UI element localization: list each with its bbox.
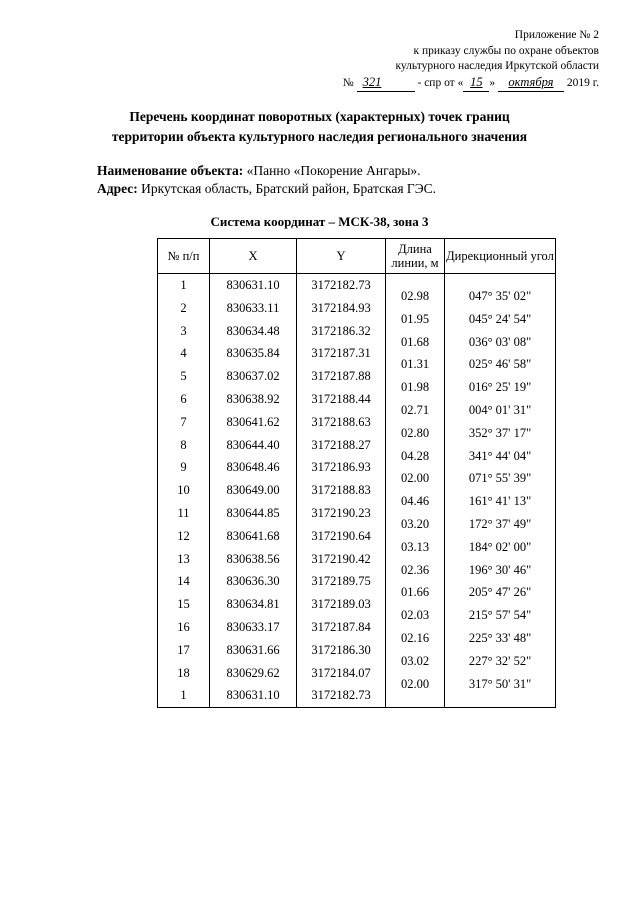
point-number-column [158,456,210,479]
direction-angle-cell: 025° 46' 58" [468,357,532,372]
y-coordinate-cell: 3172190.42 [311,551,371,566]
point-number-column [158,570,210,593]
y-coordinate-column [297,502,386,525]
x-coordinate-cell: 830637.02 [226,369,280,384]
order-reference-line: к приказу службы по охране объектов [413,44,599,57]
y-coordinate-cell: 3172182.73 [311,688,371,703]
line-length-cell [386,695,444,718]
x-coordinate-cell: 830641.62 [226,414,280,429]
x-coordinate-cell: 830633.17 [226,619,280,634]
header-direction-angle: Дирекционный угол [445,239,556,274]
point-number-cell: 10 [177,483,190,498]
line-length-cell: 01.98 [400,380,430,395]
x-coordinate-column [210,570,297,593]
line-length-cell: 02.36 [400,562,430,577]
authority-line: культурного наследия Иркутской области [395,60,599,72]
order-number-prefix: № [342,76,354,89]
table-caption: Система координат – МСК-38, зона 3 [210,214,429,229]
x-coordinate-column [210,411,297,434]
object-address-value: Иркутская область, Братский район, Братская ГЭС. [141,181,437,196]
table-row [158,274,556,297]
y-coordinate-cell: 3172186.93 [311,460,371,475]
point-number-cell: 15 [177,597,190,612]
y-coordinate-cell: 3172189.75 [311,574,371,589]
y-coordinate-column [297,639,386,662]
y-coordinate-cell: 3172186.30 [311,642,371,657]
y-coordinate-column [297,593,386,616]
order-number-field [357,75,415,93]
point-number-column [158,502,210,525]
line-length-cell: 02.98 [400,289,430,303]
point-number-cell: 18 [177,665,190,680]
x-coordinate-cell: 830635.84 [226,346,280,361]
y-coordinate-column [297,434,386,457]
point-number-cell: 11 [177,505,190,520]
line-length-cell: 01.68 [400,334,430,349]
point-number-cell: 16 [177,619,190,634]
x-coordinate-column [210,502,297,525]
x-coordinate-cell: 830631.10 [226,278,280,292]
y-coordinate-column [297,342,386,365]
line-length-cell: 02.71 [400,402,430,417]
point-number-column [158,593,210,616]
x-coordinate-cell: 830629.62 [226,665,280,680]
header-point-number: № п/п [158,239,210,274]
y-coordinate-cell: 3172182.73 [311,278,371,292]
x-coordinate-cell: 830633.11 [226,300,280,315]
direction-angle-cell: 036° 03' 08" [468,334,532,349]
appendix-header [343,28,599,92]
x-coordinate-column [210,479,297,502]
direction-angle-column [445,274,556,303]
order-month-field [498,75,564,93]
point-number-column [158,388,210,411]
line-length-column [386,274,445,303]
line-length-cell: 03.20 [400,516,430,531]
y-coordinate-cell: 3172188.63 [311,414,371,429]
x-coordinate-column [210,297,297,320]
x-coordinate-cell: 830649.00 [226,483,280,498]
order-month: октября [508,74,554,89]
point-number-cell: 9 [180,460,187,475]
appendix-number: Приложение № 2 [514,29,599,41]
point-number-column [158,479,210,502]
object-info [97,162,436,198]
point-number-column [158,434,210,457]
y-coordinate-column [297,456,386,479]
x-coordinate-cell: 830636.30 [226,574,280,589]
direction-angle-cell: 225° 33' 48" [468,630,532,645]
direction-angle-cell [445,695,555,718]
y-coordinate-cell: 3172189.03 [311,597,371,612]
point-number-cell: 1 [180,688,187,703]
x-coordinate-column [210,365,297,388]
x-coordinate-cell: 830634.48 [226,323,280,338]
x-coordinate-cell: 830634.81 [226,597,280,612]
x-coordinate-column [210,274,297,297]
direction-angle-cell: 215° 57' 54" [468,608,532,623]
x-coordinate-column [210,525,297,548]
point-number-column [158,662,210,685]
y-coordinate-cell: 3172190.64 [311,528,371,543]
direction-angle-cell: 341° 44' 04" [468,448,532,463]
line-length-cell: 04.46 [400,494,430,509]
x-coordinate-cell: 830644.40 [226,437,280,452]
line-length-cell: 03.02 [400,653,430,668]
y-coordinate-cell: 3172184.07 [311,665,371,680]
x-coordinate-column [210,456,297,479]
x-coordinate-cell: 830641.68 [226,528,280,543]
direction-angle-cell: 317° 50' 31" [468,676,532,691]
x-coordinate-column [210,320,297,343]
point-number-column [158,525,210,548]
direction-angle-cell: 004° 01' 31" [468,402,532,417]
order-day: 15 [470,74,483,89]
point-number-cell: 8 [180,437,187,452]
point-number-column [158,411,210,434]
object-address-label: Адрес: [97,181,138,196]
x-coordinate-column [210,388,297,411]
y-coordinate-column [297,297,386,320]
x-coordinate-cell: 830638.92 [226,391,280,406]
y-coordinate-column [297,616,386,639]
y-coordinate-column [297,411,386,434]
line-length-cell: 01.31 [400,357,430,372]
point-number-column [158,684,210,707]
object-name-label: Наименование объекта: [97,163,244,178]
table-body [158,274,556,708]
y-coordinate-column [297,365,386,388]
x-coordinate-column [210,342,297,365]
line-length-cell: 02.00 [400,471,430,486]
line-length-cell: 02.80 [400,425,430,440]
point-number-column [158,297,210,320]
order-date-mid: - спр от « [417,76,464,89]
point-number-cell: 1 [180,278,187,292]
header-y: Y [297,239,386,274]
title-line-2: территории объекта культурного наследия регионального значения [111,129,528,144]
order-day-close: » [489,76,496,89]
direction-angle-cell: 184° 02' 00" [468,539,532,554]
y-coordinate-cell: 3172187.88 [311,369,371,384]
y-coordinate-cell: 3172188.44 [311,391,371,406]
x-coordinate-column [210,548,297,571]
x-coordinate-column [210,639,297,662]
y-coordinate-cell: 3172186.32 [311,323,371,338]
x-coordinate-column [210,684,297,707]
point-number-cell: 3 [180,323,187,338]
y-coordinate-column [297,684,386,707]
line-length-cell: 03.13 [400,539,430,554]
line-length-cell: 01.66 [400,585,430,600]
x-coordinate-cell: 830644.85 [226,505,280,520]
order-date-line [343,75,599,93]
line-length-cell: 02.03 [400,608,430,623]
y-coordinate-column [297,548,386,571]
coordinates-table [157,238,556,708]
point-number-cell: 13 [177,551,190,566]
point-number-cell: 17 [177,642,190,657]
y-coordinate-cell: 3172190.23 [311,505,371,520]
point-number-column [158,616,210,639]
object-name-row [97,162,436,180]
y-coordinate-column [297,274,386,297]
point-number-cell: 6 [180,391,187,406]
x-coordinate-column [210,616,297,639]
y-coordinate-column [297,525,386,548]
header-x: X [210,239,297,274]
point-number-cell: 14 [177,574,190,589]
x-coordinate-cell: 830631.10 [226,688,280,703]
line-length-cell: 02.00 [400,676,430,691]
line-length-cell: 02.16 [400,630,430,645]
x-coordinate-column [210,593,297,616]
y-coordinate-column [297,388,386,411]
direction-angle-cell: 205° 47' 26" [468,585,532,600]
object-address-row [97,180,436,198]
point-number-cell: 7 [180,414,187,429]
point-number-column [158,274,210,297]
direction-angle-cell: 045° 24' 54" [468,311,532,326]
y-coordinate-column [297,320,386,343]
point-number-column [158,342,210,365]
y-coordinate-cell: 3172187.31 [311,346,371,361]
title-line-1: Перечень координат поворотных (характерных) точек границ [129,109,510,124]
line-length-cell: 04.28 [400,448,430,463]
y-coordinate-column [297,570,386,593]
point-number-column [158,320,210,343]
x-coordinate-cell: 830638.56 [226,551,280,566]
point-number-cell: 12 [177,528,190,543]
point-number-column [158,639,210,662]
x-coordinate-cell: 830631.66 [226,642,280,657]
object-name-value: «Панно «Покорение Ангары». [246,163,421,178]
order-day-field [463,75,489,93]
y-coordinate-column [297,479,386,502]
y-coordinate-cell: 3172188.27 [311,437,371,452]
direction-angle-cell: 161° 41' 13" [468,494,532,509]
y-coordinate-column [297,662,386,685]
direction-angle-cell: 196° 30' 46" [468,562,532,577]
line-length-cell: 01.95 [400,311,430,326]
x-coordinate-column [210,662,297,685]
direction-angle-cell: 172° 37' 49" [468,516,532,531]
order-number: 321 [362,74,382,89]
direction-angle-cell: 227° 32' 52" [468,653,532,668]
direction-angle-cell: 047° 35' 02" [468,289,532,303]
order-year: 2019 г. [566,76,599,89]
point-number-cell: 4 [180,346,187,361]
y-coordinate-cell: 3172187.84 [311,619,371,634]
direction-angle-cell: 016° 25' 19" [468,380,532,395]
table-header-row [158,239,556,274]
point-number-column [158,548,210,571]
header-line-length: Длина линии, м [386,239,445,274]
document-title [0,107,639,147]
x-coordinate-column [210,434,297,457]
direction-angle-cell: 352° 37' 17" [468,425,532,440]
y-coordinate-cell: 3172184.93 [311,300,371,315]
point-number-column [158,365,210,388]
direction-angle-cell: 071° 55' 39" [468,471,532,486]
x-coordinate-cell: 830648.46 [226,460,280,475]
point-number-cell: 2 [180,300,187,315]
y-coordinate-cell: 3172188.83 [311,483,371,498]
point-number-cell: 5 [180,369,187,384]
